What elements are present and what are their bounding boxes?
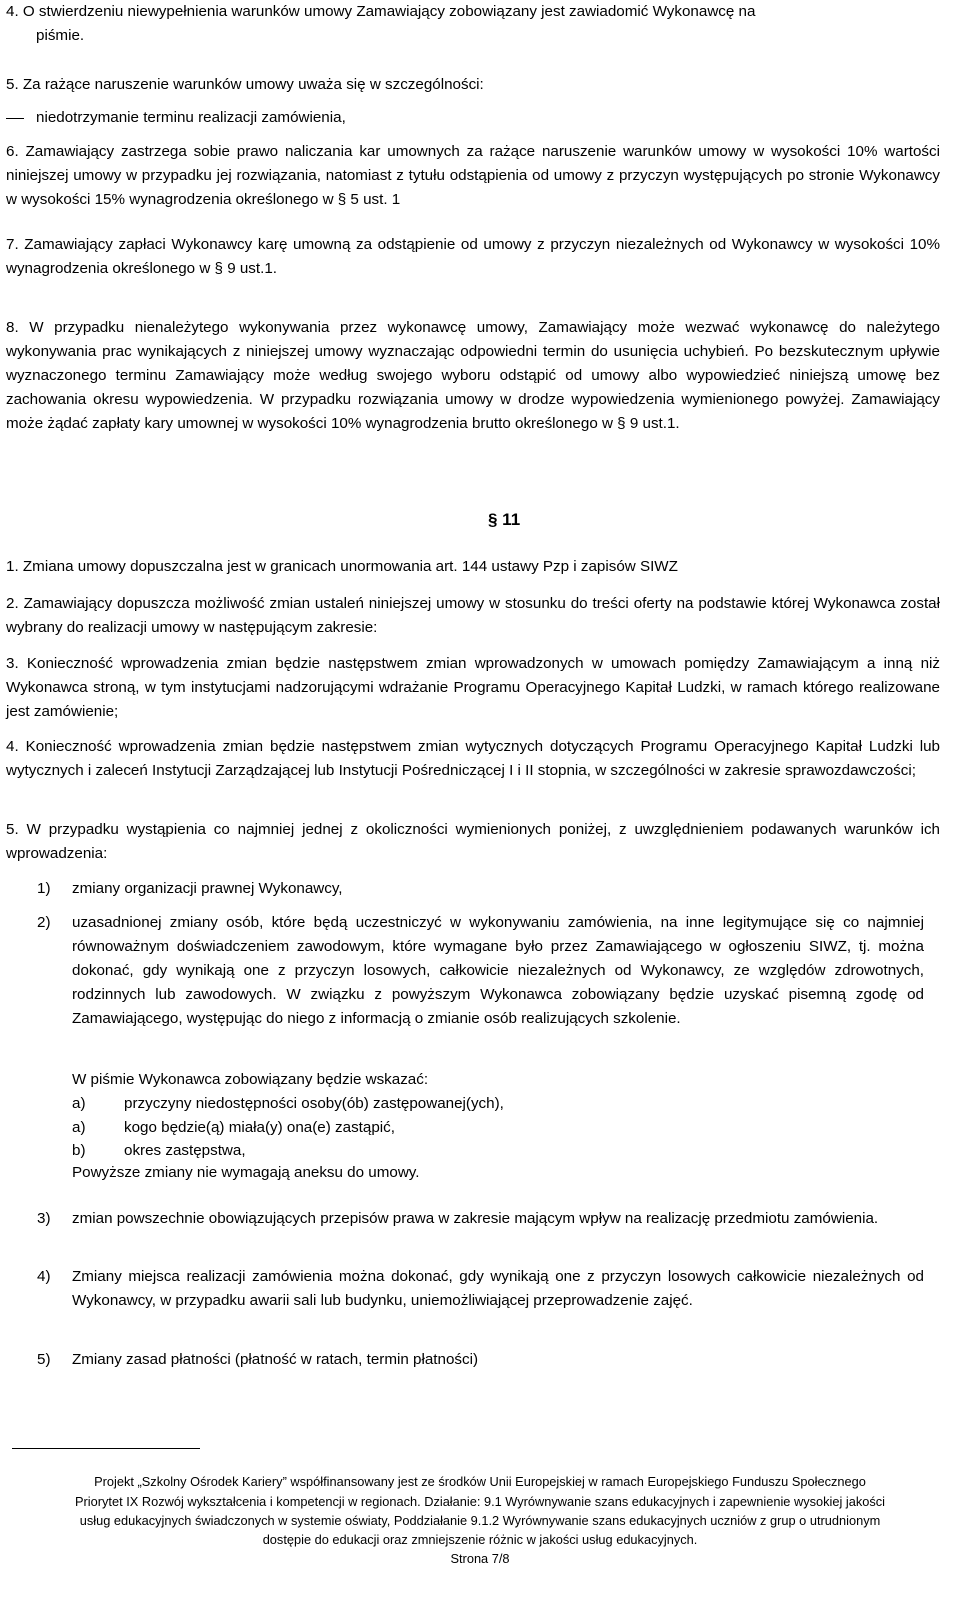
footer-line-1: Projekt „Szkolny Ośrodek Kariery” współfinansowany jest ze środków Unii Europejskiej w ramach Europejskiego Funduszu Społecznego — [94, 1474, 866, 1489]
sub-list-item-a1: przyczyny niedostępności osoby(ób) zastępowanej(ych), — [124, 1095, 504, 1112]
sub-list-label-b: b) — [72, 1142, 86, 1159]
sub-list-item-b: okres zastępstwa, — [124, 1142, 246, 1159]
section-4-line-2: piśmie. — [36, 27, 85, 44]
sub-list-label-a2: a) — [72, 1119, 86, 1136]
list-item-1: zmiany organizacji prawnej Wykonawcy, — [72, 880, 343, 897]
section-5-item: niedotrzymanie terminu realizacji zamówienia, — [36, 109, 346, 126]
list-number-3: 3) — [37, 1210, 51, 1227]
clause-3: 3. Konieczność wprowadzenia zmian będzie następstwem zmian wprowadzonych w umowach pomiędzy Zamawiającym a inną niż Wykonawca stroną, w tym instytucjami nadzorującymi wdrażanie Programu Operacyjnego Kapitał Ludzki, w ramach którego realizowane jest zamówienie; — [6, 655, 940, 720]
clause-5: 5. W przypadku wystąpienia co najmniej jednej z okoliczności wymienionych poniżej, z uwzględnieniem podawanych warunków ich wprowadzenia: — [6, 821, 940, 862]
footer-separator — [12, 1448, 200, 1449]
section-7: 7. Zamawiający zapłaci Wykonawcy karę umowną za odstąpienie od umowy z przyczyn niezależnych od Wykonawcy w wysokości 10% wynagrodzenia określonego w § 9 ust.1. — [6, 236, 940, 277]
sub-list-label-a1: a) — [72, 1095, 86, 1112]
section-5-text: 5. Za rażące naruszenie warunków umowy uważa się w szczególności: — [6, 76, 484, 93]
section-8: 8. W przypadku nienależytego wykonywania przez wykonawcę umowy, Zamawiający może wezwać wykonawcę do należytego wykonywania prac wynikających z niniejszej umowy wyznaczając odpowiedni termin do usunięcia uchybień. Po bezskutecznym upływie wyznaczonego terminu Zamawiający może według swojego wyboru odstąpić od umowy albo wypowiedzieć niniejszą umowę bez zachowania okresu wypowiedzenia. W przypadku rozwiązania umowy w drodze wypowiedzenia wymienionego powyżej. Zamawiający może żądać zapłaty kary umownej w wysokości 10% wynagrodzenia brutto określonego w § 9 ust.1. — [6, 319, 940, 432]
clause-4: 4. Konieczność wprowadzenia zmian będzie następstwem zmian wytycznych dotyczących Programu Operacyjnego Kapitał Ludzki lub wytycznych i zaleceń Instytucji Zarządzającej lub Instytucji Pośredniczącej I i II stopnia, w szczególności w zakresie sprawozdawczości; — [6, 738, 940, 779]
list-number-2: 2) — [37, 914, 51, 931]
list-item-3: zmian powszechnie obowiązujących przepisów prawa w zakresie mającym wpływ na realizację przedmiotu zamówienia. — [72, 1210, 879, 1227]
section-4-line-1: 4. O stwierdzeniu niewypełnienia warunków umowy Zamawiający zobowiązany jest zawiadomić Wykonawcę na — [6, 3, 756, 20]
clause-2: 2. Zamawiający dopuszcza możliwość zmian ustaleń niniejszej umowy w stosunku do treści oferty na podstawie której Wykonawca został wybrany do realizacji umowy w następującym zakresie: — [6, 595, 940, 636]
footer-line-3: usług edukacyjnych świadczonych w systemie oświaty, Poddziałanie 9.1.2 Wyrównywanie szans edukacyjnych uczniów z grup o utrudnionym — [79, 1513, 881, 1528]
section-6: 6. Zamawiający zastrzega sobie prawo naliczania kar umownych za rażące naruszenie warunków umowy w wysokości 10% wartości niniejszej umowy w przypadku jej rozwiązania, natomiast z tytułu odstąpienia od umowy z przyczyn występujących po stronie Wykonawcy w wysokości 15% wynagrodzenia określonego w § 5 ust. 1 — [6, 143, 940, 208]
list-number-4: 4) — [37, 1268, 51, 1285]
list-number-1: 1) — [37, 880, 51, 897]
sub-list-note: Powyższe zmiany nie wymagają aneksu do umowy. — [72, 1164, 420, 1181]
list-item-2: uzasadnionej zmiany osób, które będą uczestniczyć w wykonywaniu zamówienia, na inne legitymujące się co najmniej równoważnym doświadczeniem zawodowym, które wymagane było przez Zamawiającego w ogłoszeniu SIWZ, tj. można dokonać, gdy wynikają one z przyczyn losowych, całkowicie niezależnych od Wykonawcy, ze względów zdrowotnych, rodzinnych lub zawodowych. W związku z powyższym Wykonawca zobowiązany będzie uzyskać pisemną zgodę od Zamawiającego, występując do niego z informacją o zmianie osób realizujących szkolenie. — [72, 914, 924, 1027]
sub-list-item-a2: kogo będzie(ą) miała(y) ona(e) zastąpić, — [124, 1119, 395, 1136]
list-dash — [6, 118, 24, 119]
list-item-5: Zmiany zasad płatności (płatność w ratach, termin płatności) — [72, 1351, 479, 1368]
list-number-5: 5) — [37, 1351, 51, 1368]
paragraph-heading: § 11 — [488, 510, 521, 529]
sub-list-intro: W piśmie Wykonawca zobowiązany będzie wskazać: — [72, 1071, 429, 1088]
footer-line-2: Priorytet IX Rozwój wykształcenia i kompetencji w regionach. Działanie: 9.1 Wyrównywanie szans edukacyjnych i zapewnienie wysokiej jakości — [75, 1494, 885, 1509]
list-item-4: Zmiany miejsca realizacji zamówienia można dokonać, gdy wynikają one z przyczyn losowych całkowicie niezależnych od Wykonawcy, w przypadku awarii sali lub budynku, uniemożliwiającej przeprowadzenie zajęć. — [72, 1268, 924, 1309]
clause-1: 1. Zmiana umowy dopuszczalna jest w granicach unormowania art. 144 ustawy Pzp i zapisów SIWZ — [6, 558, 678, 575]
page-number: Strona 7/8 — [450, 1551, 510, 1566]
footer-line-4: dostępie do edukacji oraz zmniejszenie różnic w jakości usług edukacyjnych. — [262, 1532, 698, 1547]
